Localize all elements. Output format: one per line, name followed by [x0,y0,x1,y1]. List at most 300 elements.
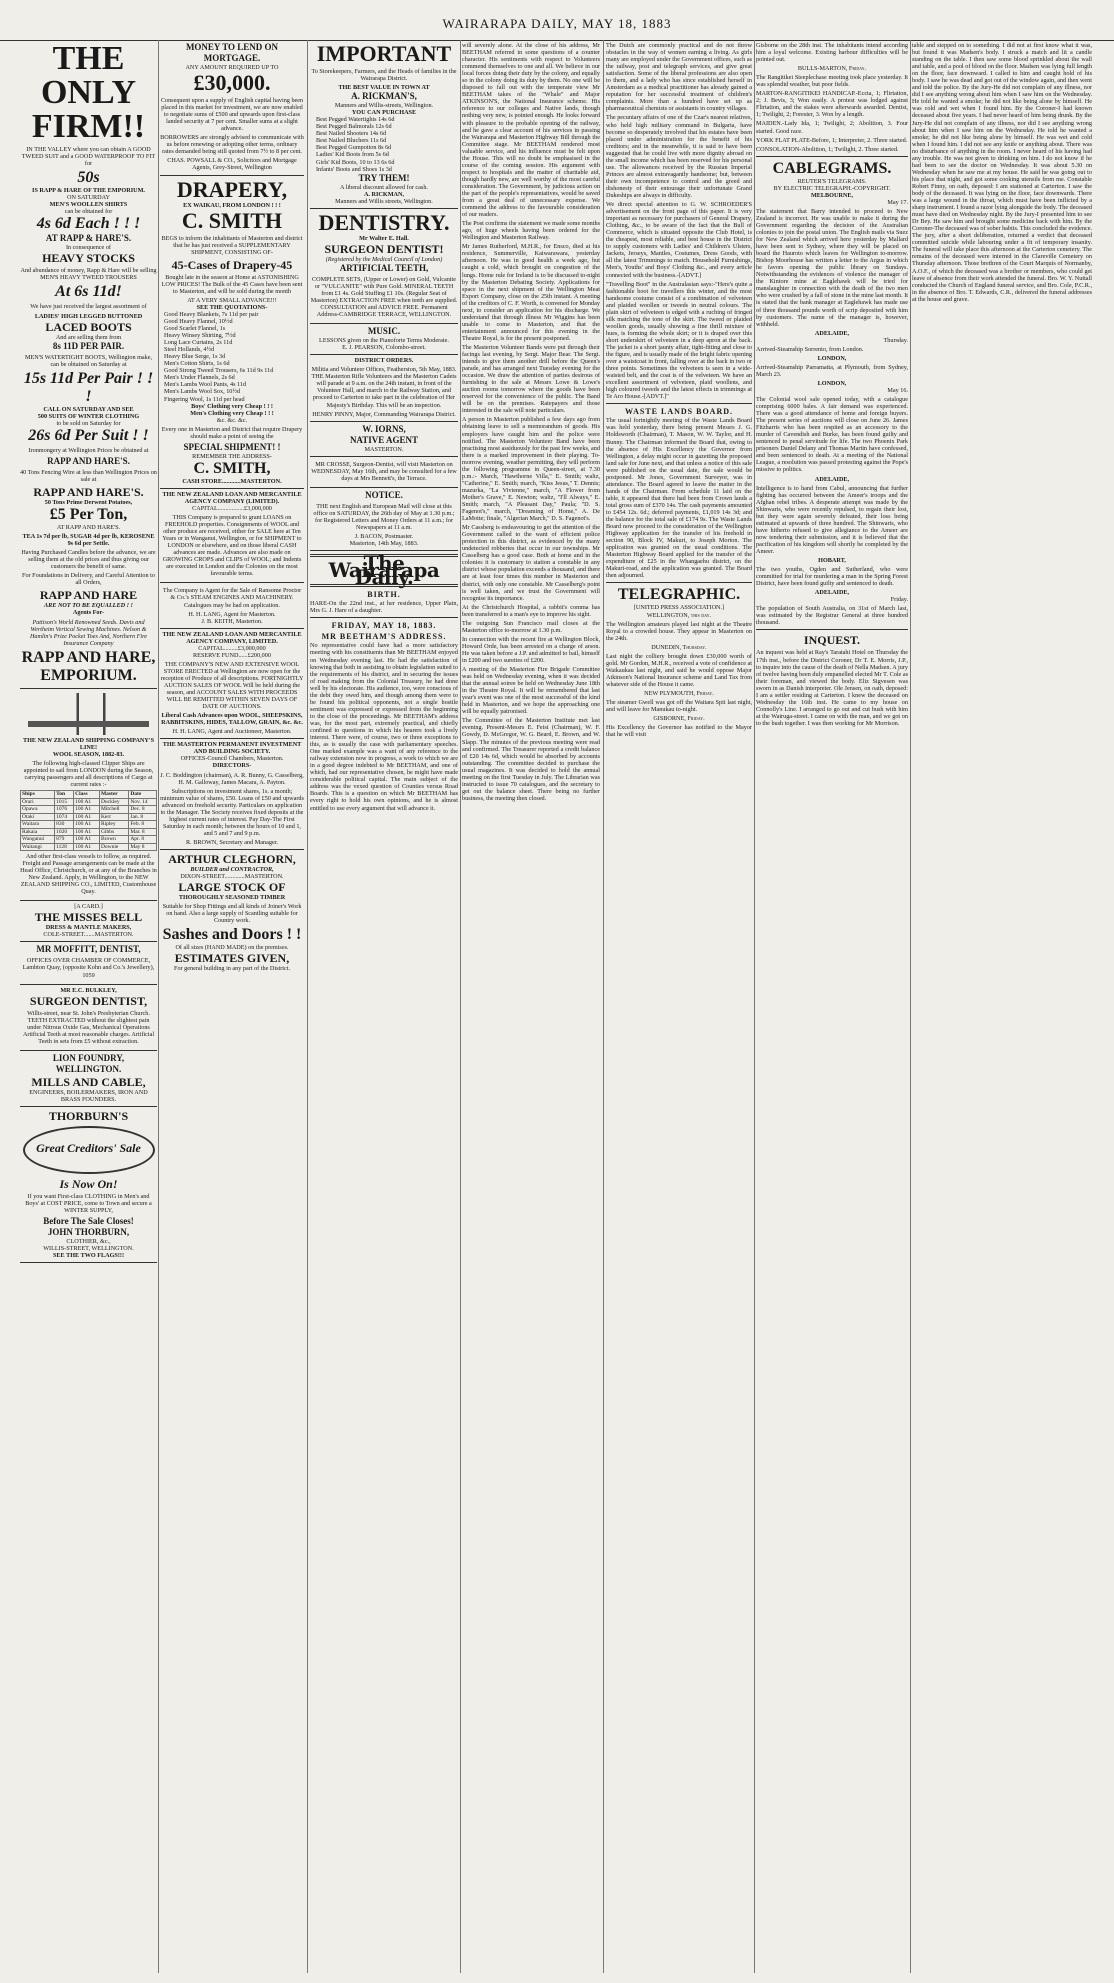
column-2 [160,40,304,1973]
table-cell: May 8 [129,843,157,851]
text-line: Having Purchased Candles before the advance, we are selling them at the old prices and thus giving our customers the benefit of same. [21,549,156,571]
text-line: Boys' Clothing very Cheap ! ! ! [191,402,273,410]
text-line: SEE THE TWO FLAGS!!! [52,1252,125,1260]
text-line: ON SATURDAY [67,194,110,202]
text-line: THE NEW ZEALAND SHIPPING COMPANY'S LINE! [22,736,155,751]
table-row [21,813,157,821]
table-row [21,836,157,844]
text-line: THORBURN'S [48,1108,129,1123]
text-line: RAPP AND HARE, [21,648,156,666]
column-rule [910,40,911,1973]
quote-list [160,311,304,403]
text-line: Agents For- [72,609,105,617]
text-line: THE NEW ZEALAND LOAN AND MERCANTILE AGENCY COMPANY, LIMITED. [162,630,302,645]
text-line: to be sold on Saturday for [56,419,121,427]
text-line: J. BACON, Postmaster. [354,532,414,540]
text-line: WOOL SEASON, 1882-83. [52,750,125,758]
table-row [21,828,157,836]
text-line: Manners and Willis-streets, Wellington. [334,102,434,110]
text-line: RESERVE FUND......£200,000 [193,651,271,659]
paper-nameplate: The Wairarapa Daily. [328,551,440,590]
text-line: DIXON-STREET.............MASTERTON. [180,873,284,881]
notice-advert [310,488,458,551]
text-line: And are selling them from [55,333,122,341]
text-line: CAPITAL.................£3,000,000 [192,504,272,512]
news-item: Intelligence is to hand from Cabul, announcing that further fighting has occurred between the Ameer's troops and the Afghan rebel tribes. A desperate attempt was made by the Shinwaris, who were recently repulsed, to regain their lost, but they were again severely defeated, their loss being estimated at upwards of three hundred. The Shinwaris, who have hitherto refused to give allegiance to the Ameer are now tendering their submission, and it is believed that the pacification of his kingdom will shortly be completed by the Ameer. [756,484,908,555]
text-line: LARGE STOCK OF [178,880,286,895]
table-cell: Waitangi [21,843,55,851]
text-line: BORROWERS are strongly advised to communicate with us before renewing or adopting other terms, ordinary rates demanded being still quoted from 7½ to 8 per cent. [160,134,304,156]
price: 15s 11d Per Pair ! ! ! [23,369,154,405]
news-item: The pecuniary affairs of one of the Czar's nearest relatives, who held high military command in Bulgaria, have become so desperately involved that his estates have been placed under administration for the benefit of his creditors; and in the meanwhile, it is said to have been suggested that he could live with more dignity abroad on the small income which has been reserved for his personal use. The allowances received by the Russian Imperial Princes are almost extravagantly handsome; but, between their own incompetence to control and the greed and dishonesty of their entourage their unfortunate Grand Dukeships are always in difficulty. [606,114,752,199]
dateline: ADELAIDE, [814,475,850,483]
column-1 [20,40,157,1973]
text-line: ESTIMATES GIVEN, [174,951,290,966]
text-line: NATIVE AGENT [349,434,419,445]
list-item: Good Heavy Flannel, 10½d [164,317,233,325]
text-line: BUILDER and CONTRACTOR, [190,865,274,873]
text-line: Bought late in the season at Home at ASTONISHING LOW PRICES! The Bulk of the 45 Cases have been sent to Masterton, and will be sold during the month [161,273,303,295]
text-line: Every one in Masterton and District that require Drapery should make a point of seeing the [161,425,303,440]
text-line: DIRECTORS- [212,762,252,770]
text-line: 45-Cases of Drapery-45 [171,257,293,272]
list-item: Ladies' Kid Boots from 5s 6d [316,151,389,159]
text-line: THE MISSES BELL [34,910,143,925]
text-line: OFFICES OVER CHAMBER OF COMMERCE, Lambton Quay, (opposite Kohn and Co.'s Jewellery), 1059 [22,957,155,979]
table-cell: Duckley [99,798,128,806]
article-body: No representative could have had a more satisfactory meeting with his constituents than Mr BEETHAM enjoyed on Wednesday evening last. He had the satisfaction of knowing that both in assisting to obtain legislation suited to the requirements of his district, and in securing the issues of road making from the Colonial Treasury, he had done well by his electorate. His audience, too, were conscious of the debt they owed him, and though among them were to be found his political opponents, not a single hostile sentiment was expressed or expressed from the beginning to the close of the proceedings. Mr BEETHAM's address was, for the most part, extremely practical, and chiefly confined to questions in which his hearers took a lively interest. There were, of course, two or three exceptions to this, as is usually the case with parliamentary speeches. One marked example was a want of any reference to the railway extension now in progress, a work to which we are in a good degree indebted to Mr BEETHAM, and one of which, had our representative chosen, he might have made considerable political capital. The main subject of the address was the vexed question of Counties versus Road Boards. This is a question on which Mr BEETHAM has every right to hold his own opinions, and he is almost entitled to use every argument that will advance it. [310,642,458,812]
table-cell: 100 A1 [74,843,100,851]
text-line: E. J. PEARSON, Colombo-street. [342,344,426,352]
table-row [21,798,157,806]
text-line: Sashes and Doors ! ! [162,926,302,944]
list-item: Fingering Wool, 1s 11d per head [164,395,245,403]
heavy-stocks-heading: HEAVY STOCKS [42,251,135,266]
text-line: COMPLETE SETS, (Upper or Lower) on Gold, Vulcanite or "VULCANITE" with Pure Gold. MINERAL TEETH from £1 4s. Gold Stuffing £1 10s. (Regular Seat of Masterton) EXTRACTION FREE when teeth are supplied. CONSULTATION and ADVICE FREE. Permanent Address-CAMBRIDGE TERRACE, WELLINGTON. [310,275,458,319]
text-line: ARTHUR CLEGHORN, [168,851,296,866]
iorns-advert [310,422,458,457]
news-item: The Committee of the Masterton Institute met last evening. Present-Messrs E. Feist (Chairman), W. F. Gowdy, D. McGregor, W. G. Beard, E. Brown, and W. Slapp. The minutes of the previous meeting were read and confirmed. The Treasurer reported a credit balance of £20 14s 6d, which would be absorbed by accounts outstanding. The committee decided to purchase the usual magazines. It was decided to hold the annual meeting on the first Tuesday in July. The Librarian was instructed to issue 70 catalogues, and the secretary to get out the balance sheet. There being no further business, the meeting then closed. [462,717,600,802]
table-row [21,821,157,829]
text-line: THOROUGHLY SEASONED TIMBER [178,894,286,902]
ship-icon [28,693,149,735]
text-line: COLE-STREET.......MASTERTON. [43,931,134,939]
text-line: DISTRICT ORDERS. [354,357,414,365]
text-line: IS RAPP & HARE OF THE EMPORIUM. [32,187,145,195]
table-header-row [21,791,157,799]
table-cell: Mar. 8 [129,828,157,836]
text-line: AT RAPP AND HARE'S. [56,524,121,532]
text-line: Suitable for Shop Fittings and all kinds of Joiner's Work on hand. Also a large supply of Scantling suitable for Country work. [162,903,302,925]
boot-price-list [310,116,458,172]
music-advert [310,324,458,355]
table-cell: Brown [99,836,128,844]
text-line: JOHN THORBURN, [47,1227,130,1238]
table-cell: Waitara [21,821,55,829]
column-7 [912,40,1092,1973]
price: £5 Per Ton, [49,506,128,524]
text-line: We have just received the largest assortment of [30,303,147,311]
news-item: A person in Masterton published a few days ago from obtaining leave to sell a memorandum of goods. His employers have caught him and the police were notified. The Masterton Volunteer Band have been practising most assiduously for the past few weeks, and there is a marked improvement in their playing. To-morrow evening, weather permitting, they will perform the following programme in Queen-street, at 7.30 p.m.:- March, "Hawthorne Villa," E. Smith; waltz, "Catherine," E. Smith; march, "Kiss Jesus," T. Dennis; mazurka, "La Vivienne," march, "A Flower from Mother's Grave," E. Newton; waltz, "I'll Always," E. Smith; march, "A Pleasant Day," Paula; "D. S. Fagenot's," march, "Dreaming of Home," A. De LaMotte; finale, "Algerian March," D. S. Fagenot's. [462,416,600,523]
dateline: DUNEDIN, Thursday. [651,643,707,651]
section-heading: INQUEST. [803,633,861,648]
table-header-cell: Master [99,791,128,799]
dateline-date: May 17. [887,198,908,206]
table-cell: Nov. 14 [129,798,157,806]
text-line: 500 SUITS OF WINTER CLOTHING [37,412,140,420]
text-line: 40 Tons Fencing Wire at less than Wellington Prices on sale at [20,468,157,483]
dateline: GISBORNE, Friday. [653,715,705,723]
text-line: WILLIS-STREET, WELLINGTON. [43,1245,134,1253]
news-item: The statement that Barry intended to proceed to New Zealand is incorrect. He was unable to make it during the Government regarding the decision of the Australian colonies to join the postal union. The English mails via Suez for New Zealand which arrived here yesterday by Mallard have been sent to Sydney, where they will be placed on board the Hauroto which leaves for Wellington to-morrow. Bishop Moorhouse has written a letter to the Argus in which he favors opening the public library on Sundays. Notwithstanding the evidences of violence the manager of the Kintore mine at Eaglehawk will be tried for manslaughter in connection with the death of the two men who were crushed by a fall of stone in the mine last month. It is stated that the bank manager at Eaglehawk has made use of three thousand pounds worth of scrip deposited with him by customers. The name of the manager is, however, withheld. [756,207,908,328]
only-firm-heading: THE ONLY FIRM!! [31,40,146,145]
news-item: In connection with the recent fire at Wellington Block, Howard Orde, has been arrested on a charge of arson. He was taken before a J.P. and admitted to bail, himself in £200 and two sureties of £200. [462,635,600,664]
text-line: [UNITED PRESS ASSOCIATION.] [633,604,725,612]
column-rule [603,40,604,1973]
news-item: The Colonial wool sale opened today, with a catalogue comprising 6000 bales. A fair demand was experienced. There was a good attendance of home and foreign buyers. The present series of auctions will close on June 26. James Fitzharris who has been respited as an accessory to the murder of Cavendish and Burke, has been found guilty and sentenced to penal servitude for life. The two Phoenix Park prisoners Daniel Delany and Thomas Martin have confessed, and been sentenced to death. At a meeting of the National League, a resolution was passed protesting against the Pope's missive to politics. [756,396,908,474]
news-item: The two youths, Ogden and Sutherland, who were committed for trial for murdering a man in the Spring Forest District, have been found guilty and sentenced to death. [756,566,908,588]
text-line: £30,000. [193,70,271,96]
text-line: LESSONS given on the Pianoforte Terms Moderate. [319,337,449,345]
cleghorn-advert [160,850,304,975]
text-line: Manners and Willis streets, Wellington. [335,197,433,205]
text-line: A. RICKMAN'S, [351,91,417,102]
text-line: (Registered by the Medical Council of London) [325,255,443,263]
news-item: The steamer Gwell was got off the Waitara Spit last night, and will leave for Manukau to-night. [606,699,752,714]
table-cell: 100 A1 [74,798,100,806]
news-item: MAIDEN.-Lady Ida, 1; Twilight, 2; Abolition, 3. Four started. Good race. [756,120,908,135]
dateline: NEW PLYMOUTH, Friday. [644,689,714,697]
text-line: MEN'S WOOLLEN SHIRTS [49,201,128,209]
ship-table [20,790,157,851]
list-item: Best Nailed Shooters 14s 6d [316,130,387,138]
divider [756,156,908,157]
news-item: The Post confirms the statement we made some months ago, of huge wheels having been ordered for the Wellington and Masterton Railway. [462,220,600,242]
column-6 [756,40,908,1973]
text-line: BEGS to inform the inhabitants of Masterton and district that he has just received a SUPPLEMENTARY SHIPMENT, CONSISTING OF- [161,234,303,256]
masthead-title: WAIRARAPA DAILY, MAY 18, 1883 [442,16,672,31]
text-line: C. SMITH, [193,459,271,477]
news-item: His Excellency the Governor has notified to the Mayor that he will visit [606,724,752,739]
text-line: If you want First-class CLOTHING in Men's and Boys' at COST PRICE, come to Town and secure a WINTER SUPPLY, [25,1192,152,1215]
text-line: BIRTH. [367,590,401,600]
text-line: ARTIFICIAL TEETH, [339,262,429,273]
dateline-date: Thursday. [883,336,908,344]
text-line: ANY AMOUNT REQUIRED UP TO [185,64,279,71]
news-item: The Wellington amateurs played last night at the Theatre Royal to a crowded house. They appear in Masterton on the 24th. [606,620,752,642]
text-line: And other first-class vessels to follow, as required. Freight and Passage arrangements can be made at the Head Office, Christchurch, or at any of the Branches in New Zealand. Apply, in Wellington, to the NEW ZEALAND SHIPPING CO., LIMITED, Customhouse Quay. [20,853,157,896]
text-line: SURGEON DENTIST, [29,993,148,1008]
news-item: The usual fortnightly meeting of the Waste Lands Board was held yesterday, there being present Messrs J. G. Holdsworth (Chairman), T. Mason, W. W. Taylor, and H. Bunny. The Chairman informed the Board that, owing to the absence of His Excellency the Governor from Wellington, a delay might occur in gazetting the proposed land sale for June next, and that unless a notice of this sale were published on the usual date, the sale would be postponed. Mr Jones, Government Surveyor, was in attendance. The Board agreed to leave the matter in the hands of the Chairman. From schedule 11 laid on the table, it appeared that there had been from Crown lands a total gross sum of £370 14s. The cash payments amounted to £454 12s. 6d.; deferred payments, £1,019 14s 3d; and the balance for the total sale of £174 9s. The Waste Lands Board now proceed to the consideration of the Wellington Highway application for the transfer of his freehold in section 90, Block IV, Makuri, to Joseph Morton. The application was granted on the usual conditions. The Masterton Highway Board applied for the transfer of the expenditure of £25 in the Whangaehu district, on the Makuri-road, and the application was granted. The Board then adjourned. [606,417,752,580]
crosse-advert [310,457,458,488]
text-line: MR E.C. BULKLEY, [60,986,117,994]
text-line: DENTISTRY. [318,209,450,235]
text-line: HARE-On the 22nd inst., at her residence, Upper Plain, Mrs G. J. Hare of a daughter. [310,600,458,615]
laced-boots-heading: LACED BOOTS [45,319,132,334]
text-line: The following high-classed Clipper Ships are appointed to sail from LONDON during the Season, carrying passengers and all descriptions of Cargo at current rates :- [23,759,154,788]
news-item: The population of South Australia, on 31st of March last, was estimated by the Registrar General at three hundred thousand. [756,605,908,627]
text-line: J. B. KEITH, Masterton. [201,617,263,625]
table-row [21,806,157,814]
text-line: MEN'S WATERTIGHT BOOTS, Wellington make, can be obtained on Saturday at [24,353,153,368]
table-cell: 100 A1 [74,821,100,829]
list-item: Best Pegged Gumpotion 8s 6d [316,144,392,152]
text-line: RAPP AND HARE'S. [47,455,130,466]
price: At 6s 11d! [55,283,122,301]
text-line: 50 Tons Prime Derwent Potatoes, [44,498,133,506]
text-line: BY ELECTRIC TELEGRAPH.-COPYRIGHT. [773,184,891,192]
list-item: Girls' Kid Boots, 10 to 13 6s 6d [316,158,395,166]
price: 26s 6d Per Suit ! ! [28,426,149,444]
text-line: Before The Sale Closes! [43,1216,134,1227]
text-line: can be obtained for [64,208,113,216]
text-line: SEE THE QUOTATIONS- [196,303,268,311]
issue-date: FRIDAY, MAY 18, 1883. [331,621,437,631]
text-line: Willis-street, near St. John's Presbyterian Church. TEETH EXTRACTED without the slightest pain under Nitrous Oxide Gas, Mechanical Operations Artificial Teeth at most reasonable charges. Artificial Teeth in sets from £5 without extraction. [22,1009,155,1045]
text-line: Is Now On! [59,1176,118,1191]
text-line: OFFICES-Council Chambers, Masterton. [180,755,284,763]
text-line: J. C. Boddington (chairman), A. R. Bunny, G. Casselberg, H. M. Galloway, James Macara, A. Payton. [160,771,304,786]
list-item: Heavy Winsey Shirting, 7½d [164,332,236,340]
text-line: AT A VERY SMALL ADVANCE!!! [187,296,277,304]
text-line: MASTERTON. [364,445,404,453]
list-item: Long Lace Curtains, 2s 11d [164,339,233,347]
news-item: Mr James Rutherford, M.H.R., for Ensco, died at his residence, Summerville, Kaiwarawara, yesterday afternoon. He was in good health a week ago, but caught a cold, which brought on congestion of the lungs. Home rule for Ireland is to be discussed to-night by the Masterton Debating Society. Applications for space in the next shipment of the Wellington Meat Export Company, close on the 25th instant. A meeting of the creditors of C. F. Worth, is convened for Monday next, to consider an application for his discharge. We understand that through illness Mr Wiggins has been unable to come to Masterton, and that the entertainment announced for this evening in the Theatre Royal, is for the present postponed. [462,243,600,342]
misses-bell-advert [20,901,157,942]
table-cell: Otaki [21,813,55,821]
column-rule [158,40,159,1973]
text-line: MUSIC. [367,326,401,337]
news-item: The Dutch are commonly practical and do not throw obstacles in the way of women earning a living. As girls many are employed under the Government offices, such as the railway, post and telegraph services, and give great satisfaction. Some of the liberal professions are also open to them, and a lady who has since established herself in Amsterdam as a medical practitioner has already gained a reputation for her successful treatment of children's complaints. More than a hundred have set up as pharmaceutical chemists or assistants in country villages. [606,42,752,113]
text-line: Consequent upon a supply of English capital having been placed in this market for investment, we are now enabled to negotiate sums of £500 and upwards upon first-class landed security at 7 per cent. Smaller sums at a slight advance. [160,97,304,133]
text-line: HENRY PINNY, Major, Commanding Wairarapa District. [312,410,456,418]
text-line: MR CROSSE, Surgeon-Dentist, will visit Masterton on WEDNESDAY, May 16th, and may be consulted for a few days at Mrs Bennett's, the Terrace. [311,460,457,482]
dentistry-advert [310,209,458,324]
text-line: CALL ON SATURDAY AND SEE [43,405,134,413]
text-line: [A CARD.] [74,903,103,911]
text-line: THE MASTERTON PERMANENT INVESTMENT AND BUILDING SOCIETY. [162,741,302,756]
news-item: The outgoing Sun Francisco mail closes at the Masterton office to-morrow at 1.30 p.m. [462,619,600,634]
list-item: Best Nailed Bluchers 11s 6d [316,137,387,145]
news-item: We direct special attention to G. W. SCHROEDER'S advertisement on the front page of this paper. It is very important as necessary for purchasers of General Drapery, Clothing, &c., to be aware of the fact that the Bull of Commerce, which is situated opposite the Club Hotel, is the cheapest, most reliable, and best house in the District to supply customers with Ladies' and Children's Ulsters, Jackets, Jerseys, Mantles, Costumes, Dress Goods, with all the latest Trimmings to match. Household Furnishings, Men's, Youths' and Boys' Clothing &c., and every article connected with the business.-[ADVT.] [606,201,752,279]
text-line: DRAPERY, [176,176,288,202]
rapp-hare-advert [20,40,157,689]
news-item: YORK FLAT PLATE-Before, 1; Interpreter, 2. Three started. [756,136,908,144]
text-line: The Company is Agent for the Sale of Ransome Proctor & Co.'s STEAM ENGINES AND MACHINERY. Catalogues may be had on application. [162,587,302,609]
table-cell: Dec. 8 [129,806,157,814]
text-line: For general building in any part of the District. [174,965,290,973]
text-line: DRESS & MANTLE MAKERS, [45,924,132,932]
news-item: A meeting of the Masterton Fire Brigade Committee was held on Wednesday evening, when it was decided that the annual soiree be held on Wednesday June 18th in the Theatre Royal. It will be remembered that last year's event was one of the most successful of the kind held in Masterton, and we hope the approaching one will be equally patronised. [462,666,600,716]
text-line: Of all sizes (HAND MADE) on the premises. [175,944,289,952]
text-line: Militia and Volunteer Offices, Featherston, 5th May, 1883. THE Masterton Rifle Volunteers and the Masterton Cadets will parade at 9 a.m. on the 24th instant, in front of the Volunteer Hall, and march to the Railway Station, and proceed to Carterton to take part in the celebration of Her Majesty's Birthday. This will be an inspection. [311,366,457,409]
article-body: table and stepped on to something. I did not at first know what it was, but found it was Madsen's body. I struck a match and lit a candle standing on the table. I then saw some blood sprinkled about the wall and table, and a pool of blood on the floor. Madsen was lying full length on the floor, face downward. I called to him and caught hold of his body. I saw he was dead and got out of the window again, and then went and told the police. By the Jury-He did not complain of any illness, nor did I see anything wrong about him when I saw him on the Wednesday. He told he wanted a smoke; he did not like being alone by himself. He was cold and wet when I found him. By the Coroner-I had known deceased about five years. I had never heard of him being drunk. By the Jury-He did not complain of any illness, nor did I see anything wrong about him when I saw him on the Wednesday. He told he wanted a smoke; he did not like being alone by himself. He was wet and cold when I found him. I did not see any knife or anything about. There was no disturbance of anything in the room. I never heard of his having had any trouble. He was not given to drinking on him. I do not know if he had been to see the doctor on Wednesday. It was about 5.30 on Wednesday when he saw me at my house. He said he was going out to his place that night, and got some cooking utensils from me. Constable Robert Finny, on oath, deposed: I am stationed at Carterton. I saw the body of the deceased. It was lying on the floor, face downwards. There was a large wound in the throat, which must have been inflicted by a sharp instrument. I found a razor lying alongside the body. The deceased must have died on Wednesday night. By the Jury-I presented him to see Dr Bey. He saw him and brought some medicine back with him. By the Coroner-The deceased was of sober habits. This concluded the evidence. The jury, after a short deliberation, returned a verdict that deceased committed suicide while labouring under a fit of temporary insanity. The funeral will take place this afternoon at the Carterton cemetery. The remains of the deceased were interred in the Clareville Cemetery on Thursday afternoon. Those brethren of the Court Marquis of Normanby, A.O.F., of which the deceased was a brother or members, who could get leave of absence from their work attended the funeral. Bro. W. Y. Nuttall conducted the Church of England funeral service, and Bro. Cole, P.C.R., in the absence of Bro. T. Edwards, C.R., delivered the funeral addresses at the house and grave. [912,42,1092,303]
table-cell: Wanganui [21,836,55,844]
news-item: MARTON-RANGITIKEI HANDICAP.-Eccta, 1; Flirtation, 2; J. Bevis, 3; Won easily. A protest was lodged against Flirtation, and the stakes were afterwards awarded. Dentist, 1; Twilight, 2; Forester, 3. Won by a length. [756,90,908,119]
text-line: Subscriptions on investment shares, 1s. a month; minimum value of shares, £50. Loans of £50 and upwards advanced on freehold security. Particulars on application to the Manager. The Society receives fixed deposits at the highest current rates of interest. Pay Day-The First Saturday in each month; between the hours of 10 and 1, and 5 and 7 and 9 p.m. [160,787,304,837]
dateline: LONDON, [817,379,847,387]
text-line: For Foundations in Delivery, and Careful Attention to all Orders, [22,572,155,587]
divider [756,629,908,630]
column-rule [307,40,308,1973]
divider [310,617,458,618]
text-line: NOTICE. [365,489,403,500]
text-line: AT RAPP & HARE'S. [45,233,132,244]
text-line: LADIES' HIGH LEGGED BUTTONED [34,312,143,320]
news-item: The Masterton Volunteer Bands were put through their facings last evening, by Sergt. Major Bear. The Sergt. intends to give them another drill before the Queen's parade, and has arranged next Tuesday evening for the occasion. We draw the attention of parties desirous of furnishing to the sale at Messrs Lowe & Lowe's auction rooms tomorrow where the goods have been reserved for the convenience of the public. The Band will be on the premises. Ratepayers and those interested in the sale will note particulars. [462,343,600,415]
rickman-advert [310,40,458,209]
dateline: LONDON, [817,354,847,362]
table-cell: Apr. 8 [129,836,157,844]
table-cell: 1128 [55,843,74,851]
text-line: TRY THEM! [358,172,410,183]
text-line: CAPITAL.........£3,000,000 [198,644,266,652]
building-society-advert [160,739,304,850]
dateline: BULLS-MARTON, Friday. [797,65,867,73]
district-orders-advert [310,355,458,421]
table-cell: Jan. 8 [129,813,157,821]
text-line: A. RICKMAN, [363,190,405,198]
price: 50s [77,169,100,187]
news-item: Arrived-Steamship Sorrento, from London. [756,345,864,353]
article-body: will severely alone. At the close of his address, Mr BEETHAM referred in some questions of a counter character. His sentiments with respect to Volunteers commend themselves to one and all. We believe in our local forces doing their duty by the colony, and equally so in the colony doing its duty by them. No one will be disposed to fall out with the temperate view Mr BEETHAM takes of the "Whale" and Major ATKINSON'S, the National Insurance scheme. His reference to our colleges and Native lands, though nothing very new, is pointed enough. He looks forward with pleasure to the probable opening of the railway, and he gave a clear account of his services in passing the Wairarapa and Masterton Highway Bill through the Committee stage. Mr BEETHAM rendered most valuable service, and his influence must be felt upon the House. This will no doubt be emphasised in the course of the coming session. His argument with respect to hospitals and the matter of charitable aid, though hardly new, are well worthy of the most careful consideration. The Government, by judicious action on the part of the people's representatives, would be saved from a great deal of unnecessary expense. We commend the address to the favourable consideration of our readers. [462,42,600,219]
news-item: Mr Cassberg is endeavouring to get the attention of the Government called to the want of efficient police protection in this district, as evidenced by the many undetected robberies that occur in our townships. Mr Casselberg has a good case. Both at home and in the colonies it is customary to station a constable in any district whose population exceeds a thousand, and there are at least four times this number in Masterton and district, with only one constable. Mr Casselberg's point is well taken, and we trust the Government will recognise its importance. [462,524,600,602]
text-line: Ironmongery at Wellington Prices be obtained at [28,446,149,454]
table-cell: Orari [21,798,55,806]
news-item: "Travelling Boot" in the Australasian says:-"Here's quite a fashionable boot for travellers this winter, and the most handsome costume consist of a combination of velveteen and plaided woollen or tweeds in neutral colours. The plain skirt of velveteen is edged with a ruching of fringed silk matching the tone of the skirt. The tweed or plaided woollen goods, usually showing a fine thrill mixture of hues, is forming the whole skirt; or it is draped over this short underskirt of velveteen in a deep apron at the back. The jacket is a short jaunty affair, tight-fitting and close to the figure, and is usually made of the bright fabric opening over a waistcoat in front, falling over at the back in two or three points. Sometimes the velveteen is seen in a wide-waisted belt, and the coat is of the velveteen. We have an excellent assortment of velveteen, plaid woollens, and high coloured tweeds and the latest effects in trimmings at Te Aro House.-[ADVT.]" [606,280,752,401]
dateline: MELBOURNE, [810,191,854,199]
news-item: CONSOLATION-Abolition, 1; Twilight, 2. Three started. [756,145,899,153]
table-cell: 100 A1 [74,828,100,836]
text-line: SURGEON DENTIST! [324,241,444,256]
text-line: R. BROWN, Secretary and Manager. [186,838,278,846]
news-item: Gisborne on the 28th inst. The inhabitants intend according him a loyal welcome. Existing harbour difficulties will be pointed out. [756,42,908,64]
text-line: REMEMBER THE ADDRESS- [192,452,272,460]
table-cell: 1020 [55,828,74,836]
table-cell: Rakaia [21,828,55,836]
list-item: Men's Under Flannels, 2s 6d [164,374,235,382]
dateline: HOBART, [818,557,846,565]
text-line: IMPORTANT [316,41,452,66]
divider [606,582,752,583]
text-line: Liberal Cash Advances upon WOOL, SHEEPSKINS, RABBITSKINS, HIDES, TALLOW, GRAIN, &c. &c. [161,712,303,727]
text-line: &c. &c. &c. [216,416,248,424]
table-cell: Downie [99,843,128,851]
table-cell: 100 A1 [74,836,100,844]
news-item: An inquest was held at Ray's Taratahi Hotel on Thursday the 17th inst., before the District Coroner, Dr T. E. Morris, J.P., to inquire into the cause of the death of Nella Madsen. A jury of twelve having been duly empanelled elected Mr T. Cole as their foreman, and viewed the body. Eliz Sigvesen was sworn in as Danish interpreter. Ole Jensen, on oath, deposed: I am a settler residing at Carterton. I knew the deceased on Wednesday the 16th inst. He came to my house on Connolly's Line. I arranged to go out and cut bush with him at the Wairuga-street. I came on with the man, and we got on to the bush together. I was then working for Mr Morrison. [756,649,908,727]
table-cell: Mitchell [99,806,128,814]
text-line: LION FOUNDRY, WELLINGTON. [52,1052,125,1074]
list-item: Good Scarlet Flannel, 1s [164,325,226,333]
table-cell: Ripley [99,821,128,829]
column-5 [606,40,752,1973]
text-line: CHAS. POWSALL & CO., Solicitors and Mortgage Agents, Grey-Street, Wellington [167,157,297,172]
news-item: The Rangitikei Steeplechase meeting took place yesterday. It was splendid weather, but poor fields. [756,74,908,89]
price: 4s 6d Each ! ! ! [36,215,141,233]
section-heading: TELEGRAPHIC. [617,586,741,604]
table-cell: 879 [55,836,74,844]
text-line: C. SMITH [181,207,283,233]
text-line: H. H. LANG, Agent for Masterton. [188,610,276,618]
text-line: REUTER'S TELEGRAMS. [797,177,867,185]
ransome-advert [160,583,304,628]
text-line: THE next English and European Mail will close at this office on SATURDAY, the 26th day of May at 1.30 p.m.; for Registered Letters and Money Orders at 11 a.m.; for Newspapers at 11 a.m. [313,502,455,531]
nzmac-advert [160,489,304,584]
text-line: And abundance of money, Rapp & Hare will be selling MEN'S HEAVY TWEED TROUSERS [20,267,157,282]
news-item: At the Christchurch Hospital, a rabbit's comma has been transferred to a man's eye to improve his sight. [462,603,600,618]
list-item: Best Pegged Watertights 14s 6d [316,116,395,124]
lion-foundry-advert [20,1051,157,1107]
text-line: CASH STORE............MASTERTON. [182,477,282,485]
section-heading: CABLEGRAMS. [772,159,892,177]
text-line: Pattison's World Renowned Seeds. Davis and Wertheim Vertical Sewing Machines. Nelson & Hamlin's Prize Pocket Toes And, Northern Fire Insurance Company [29,618,148,647]
text-line: W. IORNS, [362,423,406,434]
text-line: TEA 1s 7d per lb, SUGAR 4d per lb, KEROSENE 9s 6d per Settle. [22,533,155,548]
table-header-cell: Ton [55,791,74,799]
text-line: EMPORIUM. [40,666,137,684]
column-4 [462,40,600,1973]
dateline-date: May 16. [887,386,908,394]
text-line: THIS Company is prepared to grant LOANS on FREEHOLD properties. Consignments of WOOL and other produce are received, either for SALE here at Ten Years or in Wanganui, Wellington, or for SHIPMENT to LONDON or elsewhere, and on those liberal CASH advances are made. Advances are also made on GROWING CROPS and CLIPS of WOOL; and Indents are executed in London and the Colonies on the most favourable terms. [162,514,302,578]
table-header-cell: Date [129,791,157,799]
moffitt-advert [20,942,157,984]
section-heading: WASTE LANDS BOARD. [624,407,734,417]
list-item: Men's Cotton Shirts, 1s 6d [164,360,230,368]
text-line: ENGINEERS, BOILERMAKERS, IRON AND BRASS FOUNDERS. [29,1088,148,1103]
table-header-cell: Class [74,791,100,799]
table-header-cell: Ships [21,791,55,799]
text-line: MR MOFFITT, DENTIST, [36,944,141,955]
dateline: ADELAIDE, [814,589,850,597]
article-heading: MR BEETHAM'S ADDRESS. [321,632,447,642]
thorburn-advert [20,1107,157,1263]
shipping-advert [20,689,157,902]
text-line: THE COMPANY'S NEW AND EXTENSIVE WOOL STORE ERECTED at Wellington are now open for the reception of Produce of all descriptions. FORTNIGHTLY AUCTION SALES OF WOOL Will be held during the season, and ACCOUNT SALES WITH PROCEEDS WILL BE REMITTED WITHIN SEVEN DAYS OF DATE OF AUCTIONS. [160,660,304,711]
table-cell: 1074 [55,813,74,821]
list-item: Men's Lambs Wool Pants, 4s 11d [164,381,247,389]
table-cell: Opawa [21,806,55,814]
table-cell: Feb. 8 [129,821,157,829]
drapery-advert [160,176,304,489]
list-item: Infants' Boots and Shoes 1s 3d [316,165,392,173]
text-line: To Storekeepers, Farmers, and the Heads of families in the Wairarapa District. [311,68,457,83]
table-cell: Gibbs [99,828,128,836]
text-line: Masterton, 14th May, 1883. [349,540,419,548]
intro-text: IN THE VALLEY where you can obtain A GOOD TWEED SUIT and a GOOD WATERPROOF TO FIT for [21,146,156,168]
table-body [21,798,157,851]
text-line: CLOTHIER, &c., [66,1238,111,1246]
column-rule [754,40,755,1973]
table-row [21,843,157,851]
table-cell: 100 A1 [74,813,100,821]
text-line: RAPP AND HARE'S. [33,484,144,499]
wool-store-advert [160,629,304,740]
news-item: Arrived-Steamship Parramatta, at Plymouth, from Sydney, March 23. [756,363,908,378]
list-item: Heavy Blue Serge, 1s 3d [164,353,226,361]
price: 8s 11D PER PAIR. [52,340,125,351]
text-line: THE BEST VALUE IN TOWN AT [338,84,430,92]
text-line: THE NEW ZEALAND LOAN AND MERCANTILE AGENCY COMPANY (LIMITED). [162,490,302,505]
list-item: Steel Hollands, 4½d [164,346,215,354]
bulkley-advert [20,985,157,1051]
list-item: Good Heavy Blankets, 7s 11d per pair [164,310,259,318]
table-cell: Kerr [99,813,128,821]
text-line: YOU CAN PURCHASE [351,109,417,117]
column-3 [310,40,458,1973]
list-item: Good Strong Tweed Trousers, 6s 11d 9s 11d [164,367,274,375]
text-line: RAPP AND HARE [39,588,138,603]
list-item: Men's Lambs Wool Sox, 10½d [164,388,241,396]
